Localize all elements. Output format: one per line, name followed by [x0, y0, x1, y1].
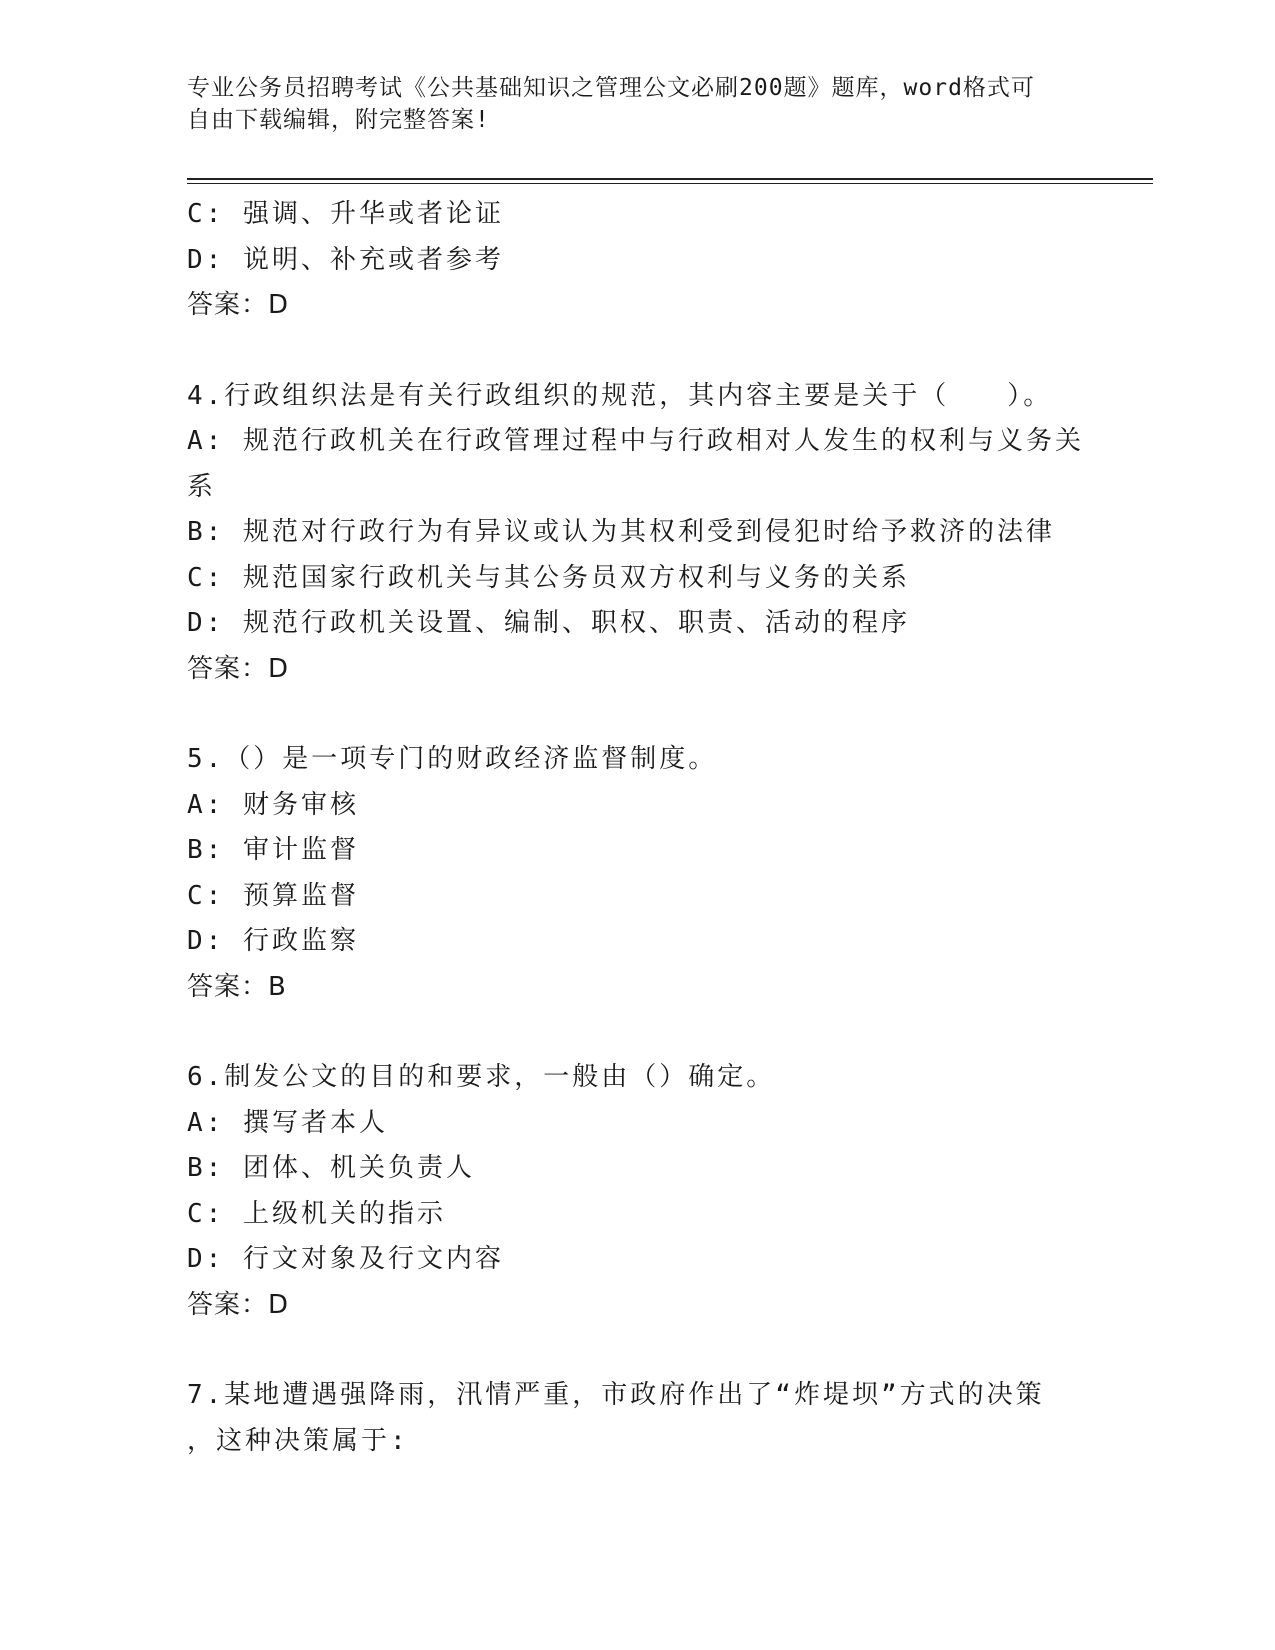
question-stem: 4.行政组织法是有关行政组织的规范，其内容主要是关于（ ）。 — [187, 380, 1053, 411]
option-c: C: 规范国家行政机关与其公务员双方权利与义务的关系 — [187, 562, 910, 593]
option-c: C: 上级机关的指示 — [187, 1198, 446, 1229]
option-d: D: 行文对象及行文内容 — [187, 1244, 504, 1274]
document-body — [187, 192, 1087, 1464]
header-divider — [187, 178, 1153, 184]
spacer — [187, 1010, 1087, 1055]
option-b: B: 审计监督 — [187, 835, 359, 865]
option-c: C: 强调、升华或者论证 — [187, 199, 504, 229]
question-stem: 5.（）是一项专门的财政经济监督制度。 — [187, 744, 718, 774]
option-d: D: 规范行政机关设置、编制、职权、职责、活动的程序 — [187, 608, 910, 638]
answer: 答案：D — [187, 290, 290, 320]
question-3 — [187, 192, 1087, 329]
spacer — [187, 692, 1087, 737]
question-stem: 7.某地遭遇强降雨，汛情严重，市政府作出了“炸堤坝”方式的决策 — [187, 1380, 1045, 1410]
option-a: A: 财务审核 — [187, 789, 359, 820]
header-line-2: 自由下载编辑，附完整答案! — [187, 107, 490, 133]
option-d: D: 说明、补充或者参考 — [187, 244, 504, 275]
question-4 — [187, 374, 1087, 693]
option-b: B: 规范对行政行为有异议或认为其权利受到侵犯时给予救济的法律 — [187, 517, 1055, 547]
header-line-1: 专业公务员招聘考试《公共基础知识之管理公文必刷200题》题库，word格式可 — [187, 75, 1035, 101]
option-a: A: 规范行政机关在行政管理过程中与行政相对人发生的权利与义务关 — [187, 426, 1084, 456]
question-7 — [187, 1373, 1087, 1464]
answer: 答案：B — [187, 971, 287, 1002]
option-c: C: 预算监督 — [187, 880, 359, 911]
answer: 答案：D — [187, 1289, 290, 1320]
question-6 — [187, 1055, 1087, 1328]
spacer — [187, 1328, 1087, 1373]
option-a: A: 撰写者本人 — [187, 1107, 388, 1138]
page-header — [187, 72, 1087, 136]
option-d: D: 行政监察 — [187, 926, 359, 956]
spacer — [187, 329, 1087, 374]
option-a-continued: 系 — [187, 471, 217, 502]
question-5 — [187, 737, 1087, 1010]
question-stem-continued: ，这种决策属于: — [187, 1425, 409, 1456]
answer: 答案：D — [187, 653, 290, 684]
option-b: B: 团体、机关负责人 — [187, 1153, 475, 1183]
question-stem: 6.制发公文的目的和要求，一般由（）确定。 — [187, 1062, 776, 1092]
